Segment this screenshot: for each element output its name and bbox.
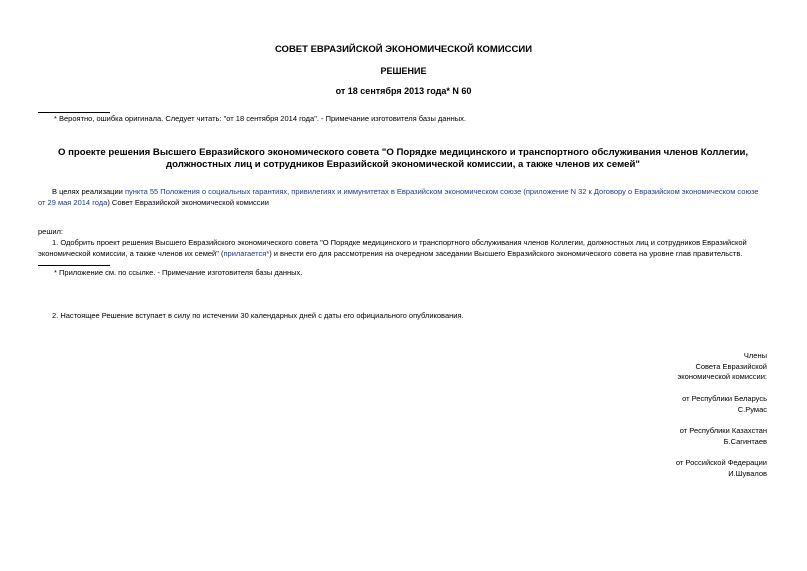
preamble-text-after: ) Совет Евразийской экономической комиссии (107, 198, 269, 207)
item-2-paragraph: 2. Настоящее Решение вступает в силу по истечении 30 календарных дней с даты его официального опубликования. (52, 311, 464, 320)
item-1-paragraph (38, 237, 768, 259)
org-title: СОВЕТ ЕВРАЗИЙСКОЙ ЭКОНОМИЧЕСКОЙ КОМИССИИ (274, 44, 533, 55)
signer-name: С.Румас (737, 404, 767, 414)
signer-country: от Республики Беларусь (682, 393, 767, 403)
members-line-1: Члены (743, 351, 767, 360)
footnote-2: * Приложение см. по ссылке. - Примечание изготовителя базы данных. (54, 268, 303, 277)
resolved-label: решил: (38, 227, 64, 236)
decision-title: О проекте решения Высшего Евразийского экономического совета "О Порядке медицинского и транспортного обслуживания членов Коллегии, должностных лиц и сотрудников Евразийской экономической комиссии, а также членов их семей" (57, 147, 749, 170)
members-line-2: Совета Евразийской (695, 361, 767, 371)
footnote-rule-2 (38, 265, 110, 266)
signer-name: И.Шувалов (728, 468, 767, 478)
signer-country: от Республики Казахстан (679, 425, 767, 435)
footnote-rule (38, 112, 110, 113)
signer-country: от Российской Федерации (675, 457, 767, 467)
doc-type: РЕШЕНИЕ (380, 66, 427, 76)
item-1-text-before: 1. Одобрить проект решения Высшего Евразийского экономического совета "О Порядке медицинского и транспортного обслуживания членов Коллегии, должностных лиц и сотрудников Евразийской экономической комиссии, а также членов их семей" ( (38, 238, 747, 258)
date-line: от 18 сентября 2013 года* N 60 (335, 86, 472, 96)
footnote-1: * Вероятно, ошибка оригинала. Следует читать: "от 18 сентября 2014 года". - Примечание изготовителя базы данных. (54, 114, 466, 123)
signer-name: Б.Сагинтаев (723, 436, 767, 446)
preamble-link[interactable]: пункта 55 Положения о социальных гарантиях, привилегиях и иммунитетах в Евразийском экономическом союзе (приложение N 32 к Договору о Евразийском экономическом союзе от 29 мая 2014 года (38, 187, 759, 207)
preamble-text-before: В целях реализации (52, 187, 125, 196)
preamble-paragraph (38, 186, 768, 208)
signature-block (676, 351, 767, 479)
members-line-3: экономической комиссии: (677, 372, 767, 382)
item-1-text-after: ) и внести его для рассмотрения на очередном заседании Высшего Евразийского экономического совета на уровне глав правительств. (269, 249, 743, 258)
appendix-link[interactable]: прилагается* (223, 249, 270, 258)
